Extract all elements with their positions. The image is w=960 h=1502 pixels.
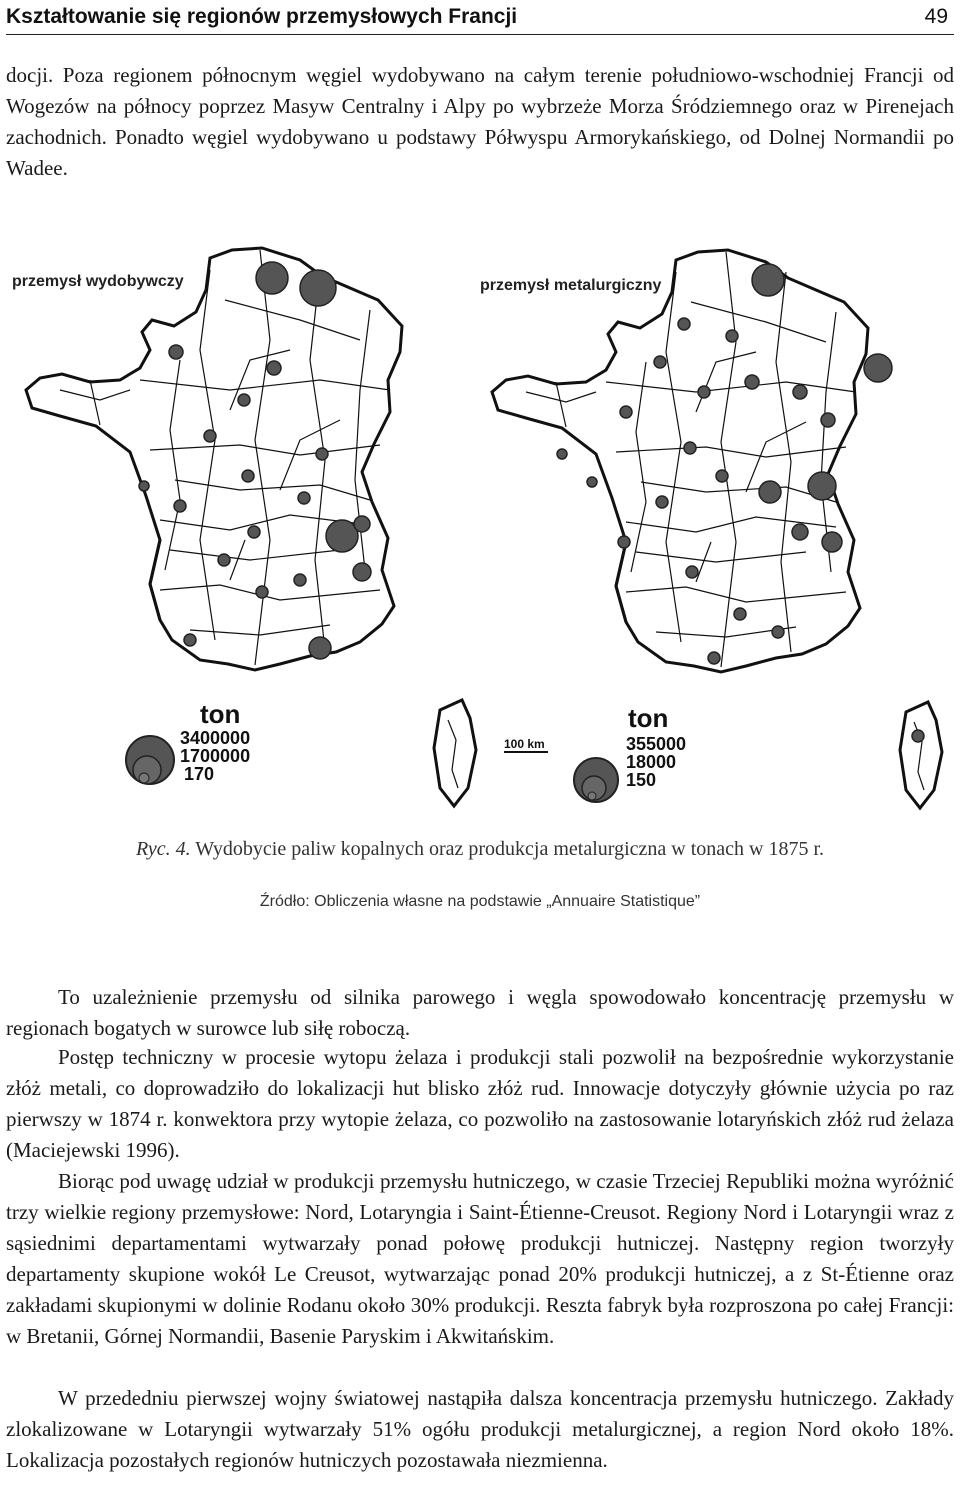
- page-number: 49: [924, 5, 948, 28]
- right-symbol-nord: [752, 264, 784, 296]
- left-symbol-creuse: [248, 526, 260, 538]
- left-symbol-gard: [309, 637, 331, 659]
- left-symbol-dordogne: [218, 554, 230, 566]
- right-symbol-corse: [912, 730, 924, 742]
- right-map-group: [480, 250, 942, 808]
- body-paragraph-4: W przededniu pierwszej wojny światowej nastąpiła dalsza koncentracja przemysłu hutniczego. Zakłady zlokalizowane w Lotaryngii wytwarzały 51% ogółu produkcji metalurgicznej, a region Nord około 18%. Lokalizacja pozostałych regionów hutniczych pozostawała niezmienna.: [6, 1386, 954, 1472]
- left-legend-value-small: 170: [184, 764, 215, 784]
- right-symbol-haute-marne: [821, 413, 835, 427]
- left-symbol-pas-de-calais: [300, 270, 336, 306]
- right-legend-circle-small: [588, 792, 596, 800]
- figure-source: Źródło: Obliczenia własne na podstawie „Annuaire Statistique”: [259, 893, 701, 910]
- right-symbol-aisne: [726, 330, 738, 342]
- right-legend-value-medium: 18000: [626, 752, 677, 772]
- right-map-title: przemysł metalurgiczny: [480, 277, 662, 294]
- right-symbol-vienne: [656, 496, 668, 508]
- right-symbol-somme: [678, 318, 690, 330]
- right-symbol-herault: [772, 626, 784, 638]
- right-symbol-orne: [620, 406, 632, 418]
- right-symbol-finistere: [557, 449, 567, 459]
- right-symbol-ariege: [708, 652, 720, 664]
- left-legend-circle-small: [139, 773, 149, 783]
- left-symbol-mayenne: [204, 430, 216, 442]
- right-symbol-cote-d-or: [759, 481, 781, 503]
- left-symbol-vendee: [174, 500, 186, 512]
- left-symbol-eure: [238, 394, 250, 406]
- right-legend-unit: ton: [628, 703, 669, 733]
- right-symbol-ardennes: [745, 375, 759, 389]
- left-legend-unit: ton: [200, 699, 241, 729]
- scale-label: 100 km: [504, 737, 545, 751]
- figure-caption: [0, 838, 960, 861]
- left-symbol-cantal: [294, 574, 306, 586]
- right-legend-value-small: 150: [626, 770, 657, 790]
- left-legend-value-medium: 1700000: [180, 746, 251, 766]
- right-symbol-moselle: [864, 354, 892, 382]
- right-symbol-haute-saone: [808, 472, 836, 500]
- right-symbol-seine: [698, 386, 710, 398]
- left-symbol-loire: [353, 563, 371, 581]
- left-symbol-nord: [256, 262, 288, 294]
- right-symbol-dordogne: [686, 566, 698, 578]
- right-symbol-saone-et-loire: [792, 524, 808, 540]
- right-legend-value-large: 355000: [626, 734, 687, 754]
- left-map-legend: [126, 699, 250, 784]
- left-map-title: przemysł wydobywczy: [12, 273, 184, 290]
- left-legend-value-large: 3400000: [180, 728, 251, 748]
- scale-bar: [504, 737, 548, 752]
- left-symbol-aveyron: [256, 586, 268, 598]
- right-symbol-loire: [822, 532, 842, 552]
- right-map-france: [492, 250, 942, 808]
- intro-paragraph: docji. Poza regionem północnym węgiel wydobywano na całym terenie południowo-wschodniej Francji od Wogezów na północy poprzez Masyw Centralny i Alpy po wybrzeże Morza Śródziemnego oraz w Pirenejach zachodnich. Ponadto węgiel wydobywano u podstawy Półwyspu Armorykańskiego, od Dolnej Normandii po Wadee.: [6, 63, 954, 180]
- left-symbol-saone-et-loire: [326, 520, 358, 552]
- left-symbol-loire-inferieure: [139, 481, 149, 491]
- right-symbol-tarn: [734, 608, 746, 620]
- figure-maps-svg: [0, 240, 960, 815]
- running-header: [6, 0, 954, 35]
- left-symbol-landes: [184, 634, 196, 646]
- body-paragraph-3: Biorąc pod uwagę udział w produkcji przemysłu hutniczego, w czasie Trzeciej Republiki można wyróżnić trzy wielkie regiony przemysłowe: Nord, Lotaryngia i Saint-Étienne-Creusot. Regiony Nord i Lotaryngii wraz z sąsiednimi departamentami wytwarzały ponad połowę produkcji hutniczej. Następny region tworzyły departamenty skupione wokół Le Creusot, wytwarzając ponad 20% produkcji hutniczej, a z St-Étienne oraz zakładami skupionymi w dolinie Rodanu około 30% produkcji. Reszta fabryk była rozproszona po całej Francji: w Bretanii, Górnej Normandii, Basenie Paryskim i Akwitańskim.: [6, 1169, 954, 1348]
- left-symbol-nievre: [298, 492, 310, 504]
- figure-caption-text: Wydobycie paliw kopalnych oraz produkcja metalurgiczna w tonach w 1875 r.: [195, 838, 825, 860]
- left-symbol-calvados: [169, 345, 183, 359]
- right-symbol-loire-inferieure: [587, 477, 597, 487]
- left-map-group: [12, 248, 476, 806]
- right-symbol-loiret: [684, 442, 696, 454]
- right-map-legend: [574, 703, 686, 802]
- figure-maps: [0, 240, 960, 815]
- left-symbol-cher: [242, 470, 254, 482]
- figure-caption-label: Ryc. 4.: [135, 838, 191, 860]
- left-symbol-jura: [354, 516, 370, 532]
- body-paragraph-1: To uzależnienie przemysłu od silnika parowego i węgla spowodowało koncentrację przemysłu w regionach bogatych w surowce lub siłę roboczą.: [6, 985, 954, 1040]
- right-symbol-charente: [618, 536, 630, 548]
- right-symbol-cher: [716, 470, 728, 482]
- right-symbol-meuse: [793, 385, 807, 399]
- left-symbol-yonne: [316, 448, 328, 460]
- right-symbol-eure: [654, 356, 666, 368]
- body-paragraph-2: Postęp techniczny w procesie wytopu żelaza i produkcji stali pozwolił na bezpośrednie wykorzystanie złóż metali, co doprowadziło do lokalizacji hut blisko złóż rud. Innowacje dotyczyły głównie użycia po raz pierwszy w 1874 r. konwektora przy wytopie żelaza, co pozwoliło na zastosowanie lotaryńskich złóż rud żelaza (Maciejewski 1996).: [6, 1045, 954, 1162]
- left-symbol-paris: [267, 361, 281, 375]
- running-header-title: Kształtowanie się regionów przemysłowych Francji: [6, 5, 518, 28]
